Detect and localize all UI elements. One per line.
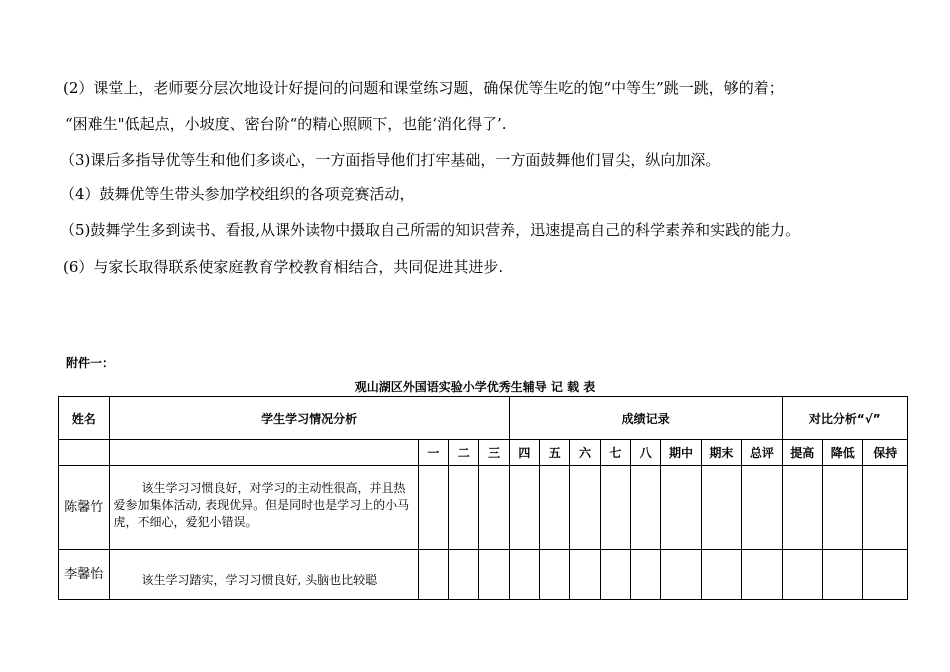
paragraph-3: （3)课后多指导优等生和他们多谈心，一方面指导他们打牢基础，一方面鼓舞他们冒尖，纵向加深。 xyxy=(60,151,721,169)
subheader-row xyxy=(59,440,908,466)
header-compare: 对比分析“√” xyxy=(782,397,907,440)
score-col-overall: 总评 xyxy=(742,440,782,466)
subheader-blank xyxy=(59,440,110,466)
student-analysis-text: 该生学习习惯良好，对学习的主动性很高，并且热爱参加集体活动, 表现优异。但是同时也是学习上的小马虎，不细心，爱犯小错误。 xyxy=(113,481,410,529)
header-analysis: 学生学习情况分析 xyxy=(109,397,509,440)
header-row xyxy=(59,397,908,440)
score-col-final: 期末 xyxy=(701,440,741,466)
score-col-7: 七 xyxy=(600,440,630,466)
appendix-label: 附件一： xyxy=(66,356,115,370)
student-name: 李馨怡 xyxy=(59,550,110,600)
score-col-1: 一 xyxy=(418,440,448,466)
paragraph-6: (6）与家长取得联系使家庭教育学校教育相结合，共同促进其进步. xyxy=(63,258,504,276)
paragraph-5: （5)鼓舞学生多到读书、看报,从课外读物中摄取自己所需的知识营养，迅速提高自己的科学素养和实践的能力。 xyxy=(60,221,801,239)
compare-col-decline: 降低 xyxy=(823,440,863,466)
header-scores: 成绩记录 xyxy=(509,397,782,440)
score-col-5: 五 xyxy=(540,440,570,466)
header-name: 姓名 xyxy=(59,397,110,440)
score-col-2: 二 xyxy=(449,440,479,466)
score-col-midterm: 期中 xyxy=(661,440,701,466)
subheader-blank xyxy=(109,440,418,466)
paragraph-2-continued: “困难生"低起点，小坡度、密台阶“的精心照顾下，也能‘消化得了’. xyxy=(65,115,507,133)
score-col-6: 六 xyxy=(570,440,600,466)
paragraph-2: (2）课堂上，老师要分层次地设计好提问的问题和课堂练习题，确保优等生吃的饱“中等生”跳一跳，够的着； xyxy=(63,79,784,97)
table-row xyxy=(59,550,908,600)
score-col-4: 四 xyxy=(509,440,539,466)
table-row xyxy=(59,466,908,550)
score-col-3: 三 xyxy=(479,440,509,466)
compare-col-improve: 提高 xyxy=(782,440,822,466)
record-table xyxy=(58,396,908,600)
student-analysis xyxy=(109,466,418,550)
student-analysis xyxy=(109,550,418,600)
student-name: 陈馨竹 xyxy=(59,466,110,550)
paragraph-4: （4）鼓舞优等生带头参加学校组织的各项竞赛活动， xyxy=(60,185,415,203)
score-col-8: 八 xyxy=(630,440,660,466)
student-analysis-text: 该生学习踏实，学习习惯良好, 头脑也比较聪 xyxy=(141,573,378,587)
compare-col-maintain: 保持 xyxy=(863,440,908,466)
table-title: 观山湖区外国语实验小学优秀生辅导 记 载 表 xyxy=(354,380,596,394)
